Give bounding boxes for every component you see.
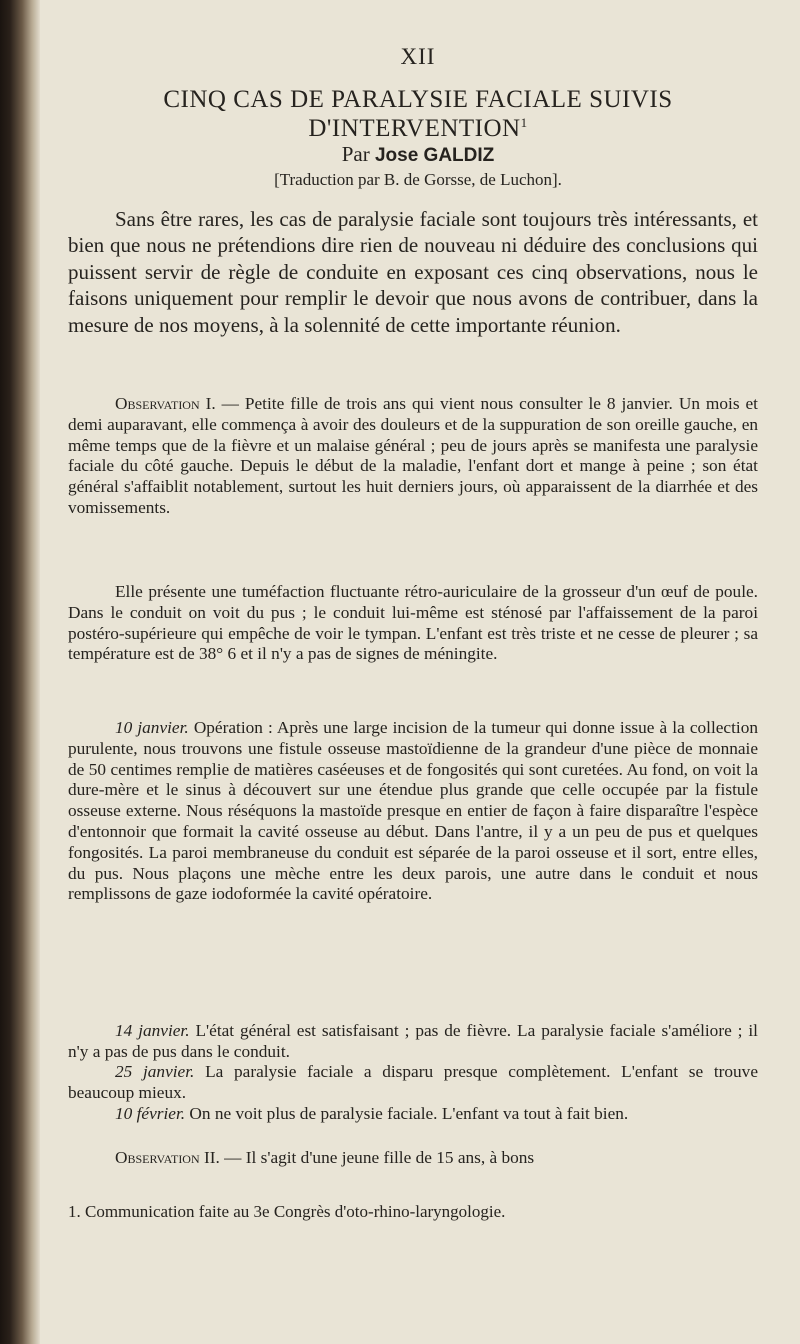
- date-label: 10 février.: [115, 1104, 186, 1123]
- footnote-mark: 1: [520, 115, 528, 130]
- article-title-line2: D'INTERVENTION$^1$: [308, 115, 528, 142]
- book-spine-shadow: [0, 0, 40, 1344]
- date-label: 25 janvier.: [115, 1062, 195, 1081]
- observation-label: Observation I.: [115, 394, 216, 413]
- observation-1: Observation I. — Petite fille de trois ans qui vient nous consulter le 8 janvier. Un mois et demi auparavant, elle commença à avoir des douleurs et de la suppuration de son oreille gauche, en même temps que de la fièvre et un malaise général ; peu de jours après se manifesta une paralysie faciale du côté gauche. Depuis le début de la maladie, l'enfant dort et mange à peine ; son état général s'affaiblit notablement, surtout les huit derniers jours, où apparaissent de la diarrhée et des vomissements.: [68, 394, 758, 517]
- translation-credit: [Traduction par B. de Gorsse, de Luchon].: [274, 170, 562, 189]
- paragraph-followup-2: 25 janvier. La paralysie faciale a disparu presque complètement. L'enfant se trouve beaucoup mieux.: [68, 1062, 758, 1102]
- observation-label: Observation II.: [115, 1148, 220, 1167]
- author-line: Par Jose GALDIZ: [341, 142, 495, 166]
- paragraph-2: Elle présente une tuméfaction fluctuante rétro-auriculaire de la grosseur d'un œuf de poule. Dans le conduit on voit du pus ; le conduit lui-même est sténosé par l'affaissement de la paroi postéro-supérieure qui empêche de voir le tympan. L'enfant est très triste et ne cesse de pleurer ; sa température est de 38° 6 et il n'y a pas de signes de méningite.: [68, 582, 758, 664]
- date-label: 14 janvier.: [115, 1021, 190, 1040]
- paragraph-operation: 10 janvier. Opération : Après une large incision de la tumeur qui donne issue à la collection purulente, nous trouvons une fistule osseuse mastoïdienne de la grandeur d'une pièce de monnaie de 50 centimes remplie de matières caséeuses et de fongosités qui sont curetées. Au fond, on voit la dure-mère et le sinus à découvert sur une étendue plus grande que celle occupée par la fistule osseuse externe. Nous réséquons la mastoïde presque en entier de façon à faire disparaître l'espèce d'entonnoir que formait la cavité osseuse au début. Dans l'antre, il y a un peu de pus et quelques fongosités. La paroi membraneuse du conduit est séparée de la paroi osseuse et il sort, entre elles, du pus. Nous plaçons une mèche entre les deux parois, une autre dans le conduit et nous remplissons de gaze iodoformée la cavité opératoire.: [68, 718, 758, 904]
- paragraph-followup-1: 14 janvier. L'état général est satisfaisant ; pas de fièvre. La paralysie faciale s'améliore ; il n'y a pas de pus dans le conduit.: [68, 1021, 758, 1061]
- author-name: Jose GALDIZ: [374, 145, 495, 166]
- paragraph-followup-3: 10 février. On ne voit plus de paralysie faciale. L'enfant va tout à fait bien.: [115, 1104, 629, 1123]
- page-number: XII: [400, 44, 436, 69]
- footnote: 1. Communication faite au 3e Congrès d'oto-rhino-laryngologie.: [68, 1202, 506, 1221]
- date-label: 10 janvier.: [115, 718, 189, 737]
- observation-2: Observation II. — Il s'agit d'une jeune fille de 15 ans, à bons: [115, 1148, 535, 1167]
- intro-paragraph: Sans être rares, les cas de paralysie faciale sont toujours très intéressants, et bien que nous ne prétendions dire rien de nouveau ni déduire des conclusions qui puissent servir de règle de conduite en exposant ces cinq observations, nous le faisons uniquement pour remplir le devoir que nous avons de contribuer, dans la mesure de nos moyens, à la solennité de cette importante réunion.: [68, 207, 758, 337]
- article-title-line1: CINQ CAS DE PARALYSIE FACIALE SUIVIS: [163, 86, 673, 113]
- book-page: [68, 0, 768, 1344]
